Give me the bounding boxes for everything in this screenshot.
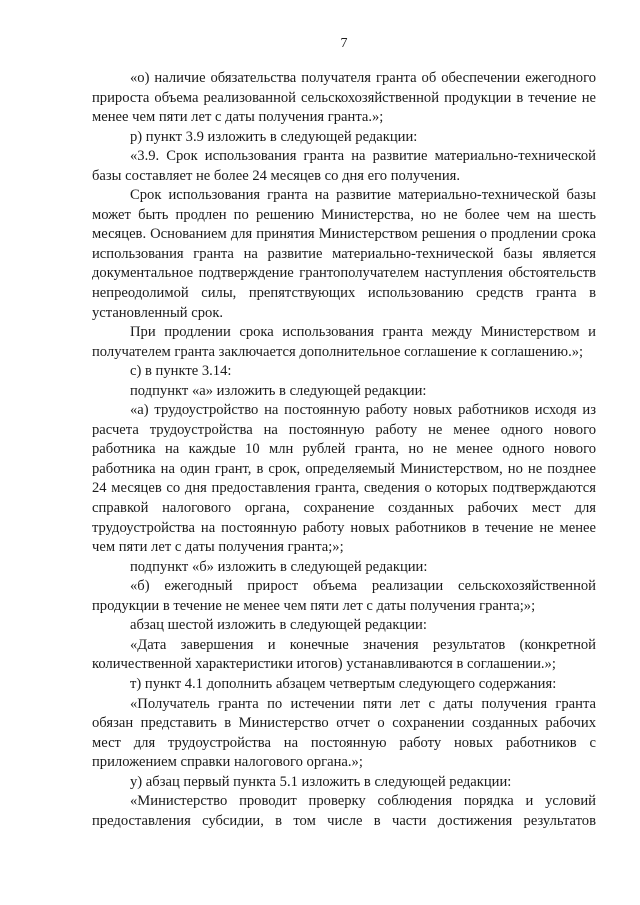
page-number: 7 bbox=[340, 36, 348, 51]
paragraph-item-o: «о) наличие обязательства получателя гранта об обеспечении ежегодного прироста объема реализованной сельскохозяйственной продукции в течение не менее чем пяти лет с даты получения гранта.»; bbox=[92, 70, 596, 126]
paragraph-sixth-text: «Дата завершения и конечные значения результатов (конкретной количественной характеристики итогов) устанавливаются в соглашении.»; bbox=[92, 636, 596, 673]
paragraph-item-u: у) абзац первый пункта 5.1 изложить в следующей редакции: bbox=[130, 773, 512, 790]
paragraph-item-s: с) в пункте 3.14: bbox=[130, 363, 232, 380]
paragraph-subitem-a-heading: подпункт «а» изложить в следующей редакции: bbox=[130, 382, 427, 399]
paragraph-clause-3-9: «3.9. Срок использования гранта на развитие материально-технической базы составляет не более 24 месяцев со дня его получения. bbox=[92, 148, 596, 184]
document-body bbox=[92, 69, 596, 831]
paragraph-subitem-b-heading: подпункт «б» изложить в следующей редакции: bbox=[130, 558, 428, 575]
paragraph-subitem-a-text: «а) трудоустройство на постоянную работу новых работников исходя из расчета трудоустройства на постоянную работу не менее одного нового работника на каждые 10 млн рублей гранта, но не менее одного нового работника на один грант, в срок, определяемый Министерством, но не позднее 24 месяцев со дня предоставления гранта, сведения о которых подтверждаются справкой налогового органа, сохранение созданных рабочих мест для трудоустройства на постоянную работу новых работников в течение не менее чем пяти лет с даты получения гранта;»; bbox=[92, 402, 596, 556]
paragraph-subitem-b-text: «б) ежегодный прирост объема реализации сельскохозяйственной продукции в течение не менее чем пяти лет с даты получения гранта;»; bbox=[92, 578, 596, 614]
paragraph-sixth-heading: абзац шестой изложить в следующей редакции: bbox=[130, 617, 427, 634]
paragraph-additional-agreement: При продлении срока использования гранта между Министерством и получателем гранта заключается дополнительное соглашение к соглашению.»; bbox=[92, 324, 596, 360]
paragraph-item-t: т) пункт 4.1 дополнить абзацем четвертым следующего содержания: bbox=[130, 675, 557, 692]
paragraph-ministry-check: «Министерство проводит проверку соблюдения порядка и условий предоставления субсидии, в том числе в части достижения результатов bbox=[92, 793, 596, 829]
paragraph-report-obligation: «Получатель гранта по истечении пяти лет с даты получения гранта обязан представить в Министерство отчет о сохранении созданных рабочих мест для трудоустройства на постоянную работу новых работников с приложением справки налогового органа.»; bbox=[92, 695, 596, 771]
paragraph-item-r: р) пункт 3.9 изложить в следующей редакции: bbox=[130, 128, 418, 145]
paragraph-extension-terms: Срок использования гранта на развитие материально-технической базы может быть продлен по решению Министерства, но не более чем на шесть месяцев. Основанием для принятия Министерством решения о продлении срока использования гранта на развитие материально-технической базы является документальное подтверждение грантополучателем наступления обстоятельств непреодолимой силы, препятствующих использованию средств гранта в установленный срок. bbox=[92, 187, 596, 321]
